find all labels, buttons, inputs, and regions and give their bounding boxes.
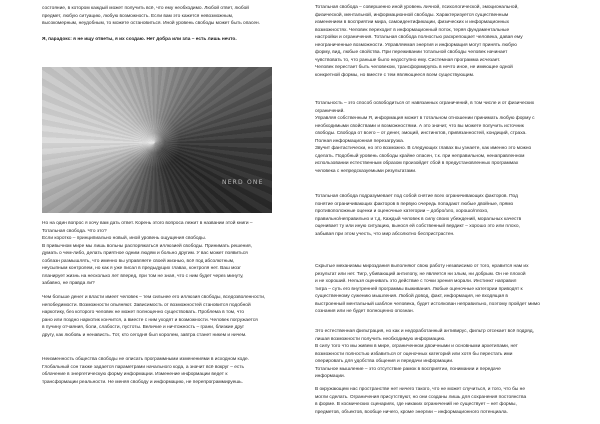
text-line: Тотальная свобода. Что это? (42, 228, 107, 234)
text-line: думать о чем-либо, делать приятное одним людям и больно другим. У вас может появиться (42, 251, 248, 256)
paragraph (42, 220, 274, 288)
text-line: Человек перестает быть человеком, трансформируясь в нечто иное, не имеющее одной (315, 65, 513, 70)
intro-paragraph (42, 5, 274, 28)
text-line: необходимыми свойствами и возможностями. А это значит, что вы можете получить источник (315, 123, 524, 129)
text-line: Управляя собственным Я, информация может в тотальном отношении принимать любую форму с (315, 116, 535, 121)
text-line: оперировать для удобства общения и передачи информации. (315, 359, 454, 364)
text-line: предмет, любую ситуацию, любую возможность. Если вам это кажется невозможным, (42, 13, 234, 19)
paragraph (42, 356, 274, 386)
text-line: предметов, объектов, вообще ничего, кроме энергии – информационного потенциала. (315, 409, 508, 415)
text-line: состояние, в котором каждый может получить всё, что ему необходимо. Любой ответ, любой (42, 6, 249, 11)
text-line: планирует жизнь на несколько лет вперед, при том не зная, что с ним будет через минуту, (42, 273, 244, 279)
text-line: непобедимости. Возможности опьяняют. Зависимость от возможностей становится подобной (42, 302, 251, 308)
text-line: Тотальная свобода – совершенно иной уровень личной, психологической, эмоциональной, (315, 5, 519, 10)
text-line: сделать. Подобный уровень свободы крайне опасен, т.к. при неправильном, ненаправленном (315, 153, 525, 159)
text-line: лишая возможности получить необходимую информацию. (315, 336, 446, 342)
text-line: забывая при этом учесть, что мир абсолютно беспристрастен. (315, 231, 455, 237)
paragraph (315, 193, 547, 238)
paragraph (315, 328, 547, 381)
text-line: В силу того что мы живем в мире, ограниченном двоичными и основными архетипами, нет (315, 344, 518, 349)
text-line: Звучит фантастически, но это возможно. В следующих главах вы узнаете, как именно это можно (315, 146, 532, 151)
text-line: Глобальный сон также задается параметрами начального кода, а значит всё вокруг – есть (42, 364, 244, 370)
right-column (315, 0, 547, 424)
text-line: Полная информационная перезагрузка. (315, 138, 405, 144)
text-line: информации. (315, 374, 346, 379)
text-line: возможностях. Человек переходит в информационный поток, теряя фундаментальные (315, 27, 510, 33)
text-line: Если коротко – принципиально новый, иной уровень ощущения свободы. (42, 236, 206, 241)
text-line: форму, вид, любые свойства. При переживании тотальной свободы человек начинает (315, 50, 508, 55)
paragraph (315, 263, 547, 316)
text-line: использовании естественным образом произойдет сбой в предустановленных программах (315, 161, 519, 166)
text-line: противоположные оценки и оценочные категории – добро/зло, хорошо/плохо, (315, 209, 489, 214)
text-line: наркотику, без которого человек не может полноценно существовать. Проблема в том, что (42, 310, 245, 315)
text-line: другу, как любовь и ненависть. Тот, кто сегодня был королем, завтра станет никем и ничем. (42, 332, 247, 338)
text-line: Тотальная свобода подразумевает под собой снятие всех ограничивающих факторов. Под (315, 194, 518, 199)
text-line: неограниченные возможности. Управляемая энергия и информация могут принять любую (315, 42, 517, 48)
text-line: понятие ограничивающих факторов в первую очередь попадают любые двойные, прямо (315, 201, 514, 207)
left-column (42, 0, 274, 424)
text-line: В окружающем нас пространстве нет ничего такого, что не может случиться, и того, что бы не (315, 387, 525, 392)
text-line: сознания или не будет полноценно опознан. (315, 309, 415, 314)
text-line: В привычном мире мы лишь вольны распоряжаться иллюзией свободы. Принимать решения, (42, 243, 252, 249)
text-line: Тотальность – это способ освободиться от навязанных ограничений, в том числе и от физических (315, 101, 535, 106)
text-line: возможности полностью избавиться от оценочных категорий или хотя бы перестать ими (315, 351, 513, 357)
text-line: свободы. Свобода от всего – от денег, эмоций, инстинктов, привязанностей, кондиций, страха. (315, 131, 527, 136)
text-line: правильно/неправильно и т.д. Каждый человек в силу своих убеждений, моральных качеств (315, 216, 522, 222)
text-line: чувствовать то, что раньше было недоступно ему. Системная программа исчезает. (315, 57, 501, 63)
emphasis-statement: Я, парадокс: я не ищу ответы, я их создаю. Нет добра или зла – есть лишь нечто. (42, 37, 237, 42)
text-line: результат или нет. Тигр, убивающий антилопу, не является ни злым, ни добрым. Он не плохой (315, 271, 526, 277)
paragraph (42, 294, 274, 339)
text-line: в пучину отчаяния, боли, слабости, пустоты. Величие и ничтожность – грани, близкие друг (42, 325, 245, 330)
text-line: существенному сужению мышления. Любой довод, факт, информация, не входящая в (315, 294, 508, 299)
text-line: изменением в восприятии мира, самоидентификации, физических и информационных (315, 20, 510, 25)
image-watermark: NERD ONE (222, 179, 264, 186)
text-line: в форме. В космических сценариях, где никаких ограничений не существует – нет формы, (315, 402, 517, 407)
text-line: Тотальное мышление – это отсутствие рамок в восприятии, понимании и передаче (315, 366, 501, 372)
text-line: Чем больше денег и власти имеет человек – тем сильнее его иллюзия свободы, вседозволенности, (42, 295, 266, 300)
text-line: трансформации реальности. Не меняя свободу и информацию, не перепрограммируешь. (42, 379, 243, 385)
paragraph (315, 4, 547, 79)
text-line: высокомерным, неудобным, то можете остановиться. Иной уровень свободы может быть опасен. (42, 21, 261, 26)
text-line: могли сделать. Ограничения присутствуют, но они созданы лишь для сохранения постоянства (315, 394, 527, 400)
paragraph (315, 386, 547, 416)
text-line: и не хороший. Нельзя оценивать это действие с точки зрения морали. Инстинкт направил (315, 279, 517, 284)
text-line: соблазн размышлять, что именно вы управляете своей жизнью, всё под абсолютным, (42, 258, 235, 264)
text-line: тигра – суть его внутренней программы выживания. Любые оценочные категории приводят к (315, 286, 523, 292)
paragraph (315, 100, 547, 175)
text-line: настройки и ограничения. Тотальная свобода полностью раскрепощает человека, давая ему (315, 35, 523, 40)
text-line: облачение в энергетическую форму информации. Изменение информации ведет к (42, 372, 228, 377)
text-line: неусыпным контролем, но как я уже писал в предыдущих главах, контроля нет. Ваш мозг (42, 266, 241, 271)
text-line: человека с непредсказуемыми результатами. (315, 168, 417, 174)
text-line: Но на один вопрос я хочу вам дать ответ. Корень этого вопроса лежит в названии этой книги – (42, 221, 253, 226)
text-line: забавно, не правда ли? (42, 281, 95, 286)
text-line: конкретной формы, но вместе с тем являющееся всем существующим. (315, 72, 475, 78)
text-line: Это естественная фильтрация, но как и недоработанный антивирус, фильтр отсекает всё подряд, (315, 329, 534, 334)
text-line: рано или поздно наркотик кончится, а вместе с ним уходят и возможности. Человек погружается (42, 317, 258, 323)
text-line: ограничений. (315, 108, 345, 114)
text-line: физической, ментальной, информационной свободы. Характеризуется существенным (315, 12, 509, 18)
text-line: оценивает ту или иную ситуацию, вынося ей собственный вердикт – хорошо это или плохо, (315, 224, 520, 229)
text-line: Неизменность общества свободы не описать программными изменениями в исходном коде. (42, 357, 250, 362)
text-line: выстроенный ментальный шаблон человека, будет истолкован неправильно, поэтому пройдет мимо (315, 301, 540, 307)
illustration-image (42, 67, 272, 213)
text-line: Скрытые механизмы мироздания выполняют свою работу независимо от того, нравится нам их (315, 264, 529, 269)
